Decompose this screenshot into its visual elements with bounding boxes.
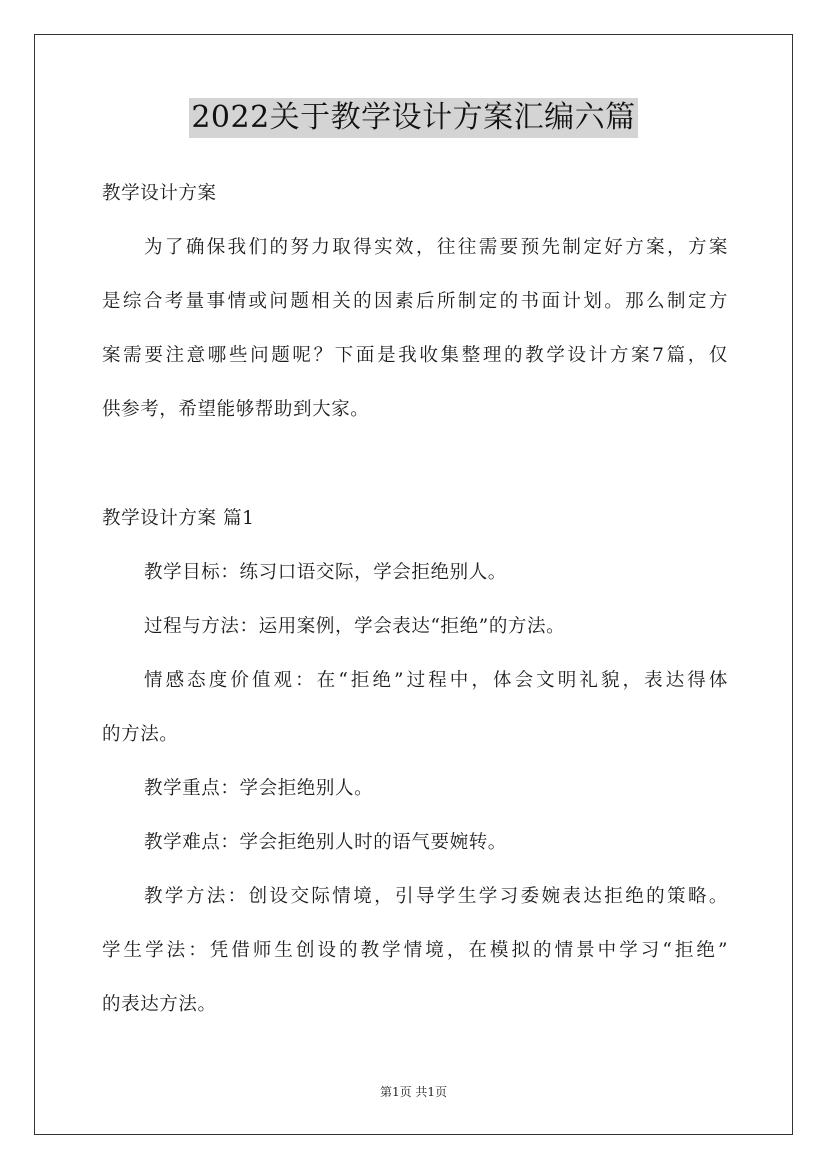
section-paragraph-line: 的表达方法。	[102, 994, 217, 1015]
document-title: 2022关于教学设计方案汇编六篇	[189, 98, 637, 138]
section-paragraph-line: 过程与方法：运用案例，学会表达“拒绝”的方法。	[144, 616, 566, 637]
section-paragraph-line: 教学难点：学会拒绝别人时的语气要婉转。	[144, 832, 507, 853]
intro-paragraph-line: 为了确保我们的努力取得实效，往往需要预先制定好方案，方案	[144, 237, 728, 258]
section-paragraph-line: 学生学法：凭借师生创设的教学情境，在模拟的情景中学习“拒绝”	[102, 940, 728, 961]
intro-paragraph-line: 案需要注意哪些问题呢？下面是我收集整理的教学设计方案7篇，仅	[102, 345, 728, 366]
section-paragraph-line: 的方法。	[102, 724, 179, 745]
intro-heading: 教学设计方案	[102, 183, 217, 204]
intro-paragraph-line: 供参考，希望能够帮助到大家。	[102, 399, 370, 420]
section-paragraph-line: 教学目标：练习口语交际，学会拒绝别人。	[144, 562, 507, 583]
section-paragraph-line: 教学重点：学会拒绝别人。	[144, 778, 374, 799]
section-paragraph-line: 教学方法：创设交际情境，引导学生学习委婉表达拒绝的策略。	[144, 886, 728, 907]
intro-paragraph-line: 是综合考量事情或问题相关的因素后所制定的书面计划。那么制定方	[102, 291, 728, 312]
section-heading: 教学设计方案 篇1	[102, 508, 255, 529]
page-footer: 第1页 共1页	[379, 1085, 448, 1099]
section-paragraph-line: 情感态度价值观：在“拒绝”过程中，体会文明礼貌，表达得体	[144, 670, 728, 691]
title-container	[0, 98, 827, 138]
